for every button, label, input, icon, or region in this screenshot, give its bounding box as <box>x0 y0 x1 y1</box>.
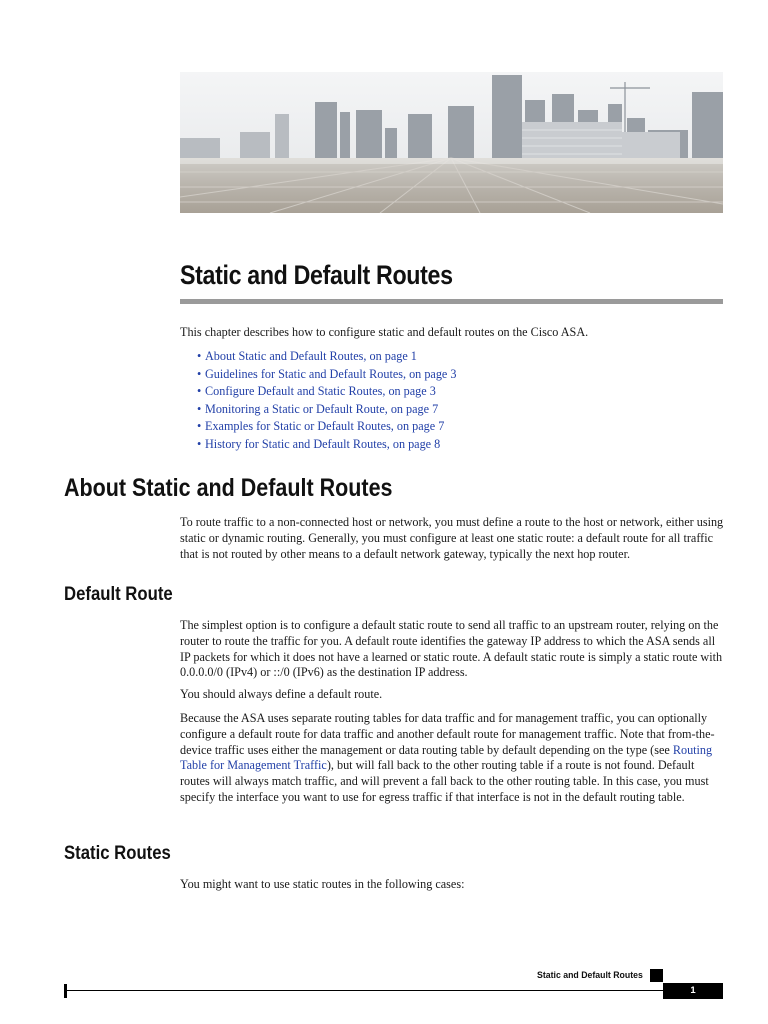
toc-item <box>197 401 456 419</box>
toc-item <box>197 436 456 454</box>
toc-bullet: • <box>197 419 202 434</box>
chapter-intro: This chapter describes how to configure static and default routes on the Cisco ASA. <box>180 325 589 339</box>
default-route-paragraph-2: You should always define a default route. <box>180 687 383 701</box>
footer-rule <box>64 990 723 991</box>
toc-link-examples[interactable]: Examples for Static or Default Routes, on page 7 <box>205 419 445 434</box>
static-routes-paragraph: You might want to use static routes in the following cases: <box>180 877 465 891</box>
paragraph-text: ), but will fall back to the other routing table if a route is not found. Default routes will always match traffic, and will prevent a fall back to the other routing table. In this case, you must specify the interface you want to use for egress traffic if that interface is not in the default routing table. <box>180 758 709 804</box>
section-heading-default-route: Default Route <box>64 584 173 605</box>
toc-item <box>197 383 456 401</box>
paragraph-text: Because the ASA uses separate routing tables for data traffic and for management traffic, you can optionally configure a default route for data traffic and another default route for management traffic. Note that from-the-device traffic uses either the management or data routing table by default depending on the type (see <box>180 711 715 757</box>
toc-link-history[interactable]: History for Static and Default Routes, on page 8 <box>205 436 441 451</box>
toc-bullet: • <box>197 366 202 381</box>
toc-item <box>197 366 456 384</box>
section-heading-static-routes: Static Routes <box>64 843 171 864</box>
toc-bullet: • <box>197 436 202 451</box>
default-route-paragraph-3 <box>180 711 725 806</box>
toc-link-configure[interactable]: Configure Default and Static Routes, on page 3 <box>205 384 436 399</box>
page-number: 1 <box>663 983 723 999</box>
routing-table-management-link[interactable]: Routing Table for Management Traffic <box>180 742 713 773</box>
chapter-toc <box>197 348 456 454</box>
footer-tick <box>64 984 67 998</box>
title-rule <box>180 299 723 304</box>
toc-link-monitoring[interactable]: Monitoring a Static or Default Route, on page 7 <box>205 401 439 416</box>
toc-bullet: • <box>197 349 202 363</box>
footer-chapter-label: Static and Default Routes <box>537 970 643 981</box>
chapter-title: Static and Default Routes <box>180 260 453 290</box>
toc-item <box>197 418 456 436</box>
toc-link-guidelines[interactable]: Guidelines for Static and Default Routes, on page 3 <box>205 366 457 381</box>
footer-marker <box>650 969 663 982</box>
about-paragraph: To route traffic to a non-connected host or network, you must define a route to the host or network, either using static or dynamic routing. Generally, you must configure at least one static route: a default route for all traffic that is not routed by other means to a default network gateway, typically the next hop router. <box>180 515 724 561</box>
toc-bullet: • <box>197 384 202 399</box>
toc-bullet: • <box>197 401 202 416</box>
section-heading-about: About Static and Default Routes <box>64 474 393 502</box>
header-banner-image <box>180 72 723 213</box>
default-route-paragraph-1: The simplest option is to configure a default static route to send all traffic to an upstream router, relying on the router to route the traffic for you. A default route identifies the gateway IP address to which the ASA sends all IP packets for which it does not have a learned or static route. A default static route is simply a static route with 0.0.0.0/0 (IPv4) or ::/0 (IPv6) as the destination IP address. <box>180 618 723 680</box>
toc-link-about[interactable]: About Static and Default Routes, on page 1 <box>205 349 417 363</box>
toc-item <box>197 348 456 366</box>
